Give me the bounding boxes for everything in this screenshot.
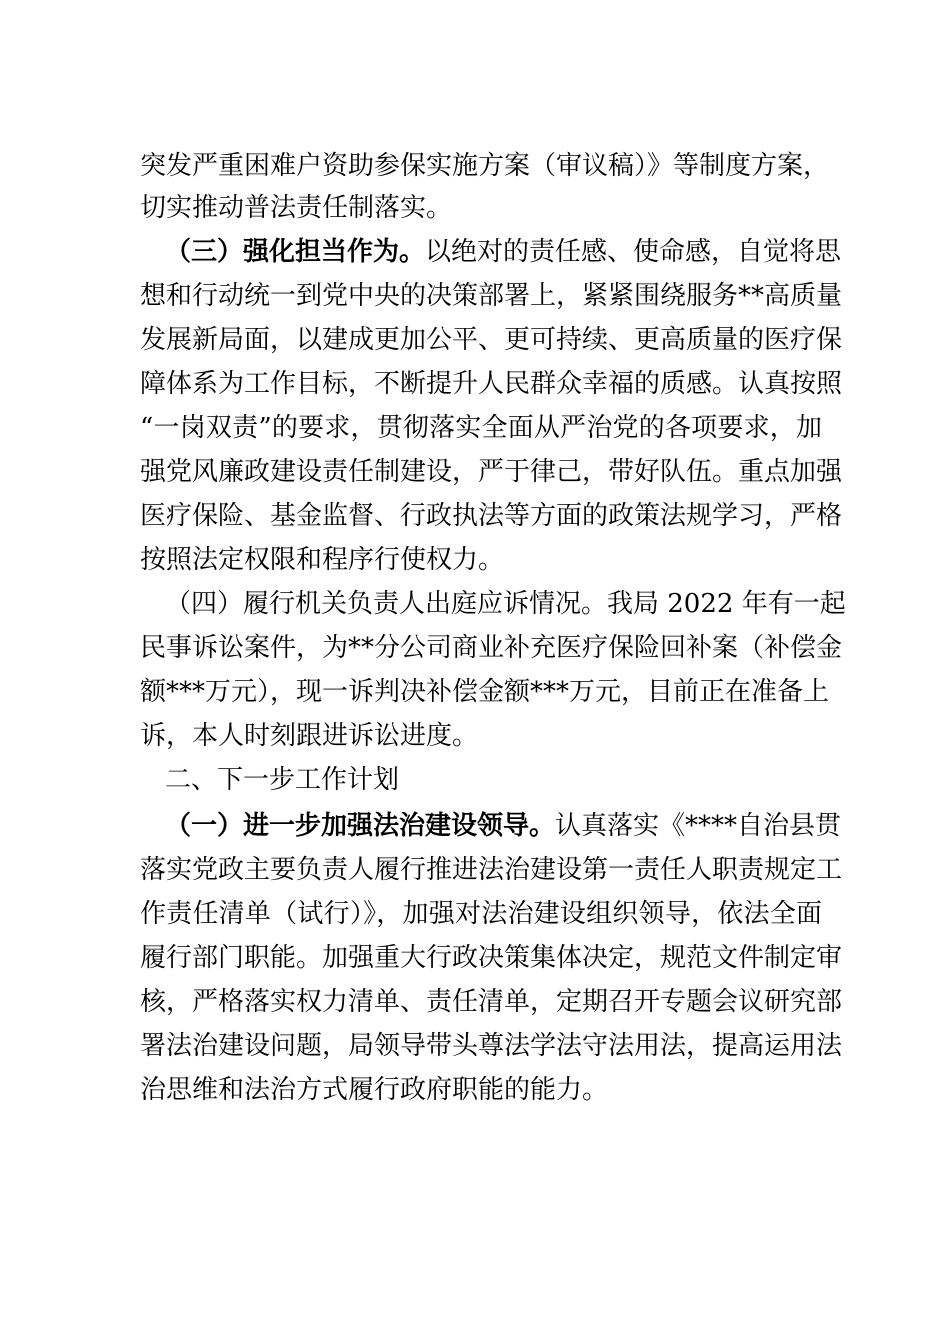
paragraph-line: 署法治建设问题，局领导带头尊法学法守法用法，提高运用法 (140, 1031, 843, 1061)
paragraph-line: 按照法定权限和程序行使权力。 (140, 545, 505, 575)
paragraph-first-line (165, 806, 842, 846)
paragraph-lead: （三）强化担当作为。 (165, 237, 426, 267)
paragraph-line: 诉，本人时刻跟进诉讼进度。 (140, 721, 479, 751)
paragraph-text: 认真落实《****自治县贯 (555, 811, 842, 841)
section-heading: 二、下一步工作计划 (165, 765, 400, 795)
paragraph-line: 落实党政主要负责人履行推进法治建设第一责任人职责规定工 (140, 855, 843, 885)
paragraph-line: 想和行动统一到党中央的决策部署上，紧紧围绕服务**高质量 (140, 281, 843, 311)
paragraph-line: 强党风廉政建设责任制建设，严于律己，带好队伍。重点加强 (140, 457, 843, 487)
paragraph-first-line: （四）履行机关负责人出庭应诉情况。我局 2022 年有一起 (165, 589, 846, 619)
paragraph-line: “一岗双责”的要求，贯彻落实全面从严治党的各项要求，加 (140, 413, 822, 443)
paragraph-line: 履行部门职能。加强重大行政决策集体决定，规范文件制定审 (140, 943, 843, 973)
paragraph-line: 民事诉讼案件，为**分公司商业补充医疗保险回补案（补偿金 (140, 633, 843, 663)
paragraph-line: 突发严重困难户资助参保实施方案（审议稿）》等制度方案， (140, 151, 830, 181)
paragraph-line: 核，严格落实权力清单、责任清单，定期召开专题会议研究部 (140, 987, 843, 1017)
paragraph-line: 切实推动普法责任制落实。 (140, 193, 453, 223)
paragraph-first-line (165, 232, 842, 272)
paragraph-line: 医疗保险、基金监督、行政执法等方面的政策法规学习，严格 (140, 501, 843, 531)
paragraph-line: 额***万元），现一诉判决补偿金额***万元，目前正在准备上 (140, 677, 830, 707)
paragraph-line: 治思维和法治方式履行政府职能的能力。 (140, 1075, 609, 1105)
paragraph-line: 作责任清单（试行）》，加强对法治建设组织领导，依法全面 (140, 899, 822, 929)
paragraph-lead: （一）进一步加强法治建设领导。 (165, 811, 556, 841)
paragraph-line: 发展新局面，以建成更加公平、更可持续、更高质量的医疗保 (140, 325, 843, 355)
paragraph-text: 以绝对的责任感、使命感，自觉将思 (425, 237, 842, 267)
paragraph-line: 障体系为工作目标，不断提升人民群众幸福的质感。认真按照 (140, 369, 843, 399)
